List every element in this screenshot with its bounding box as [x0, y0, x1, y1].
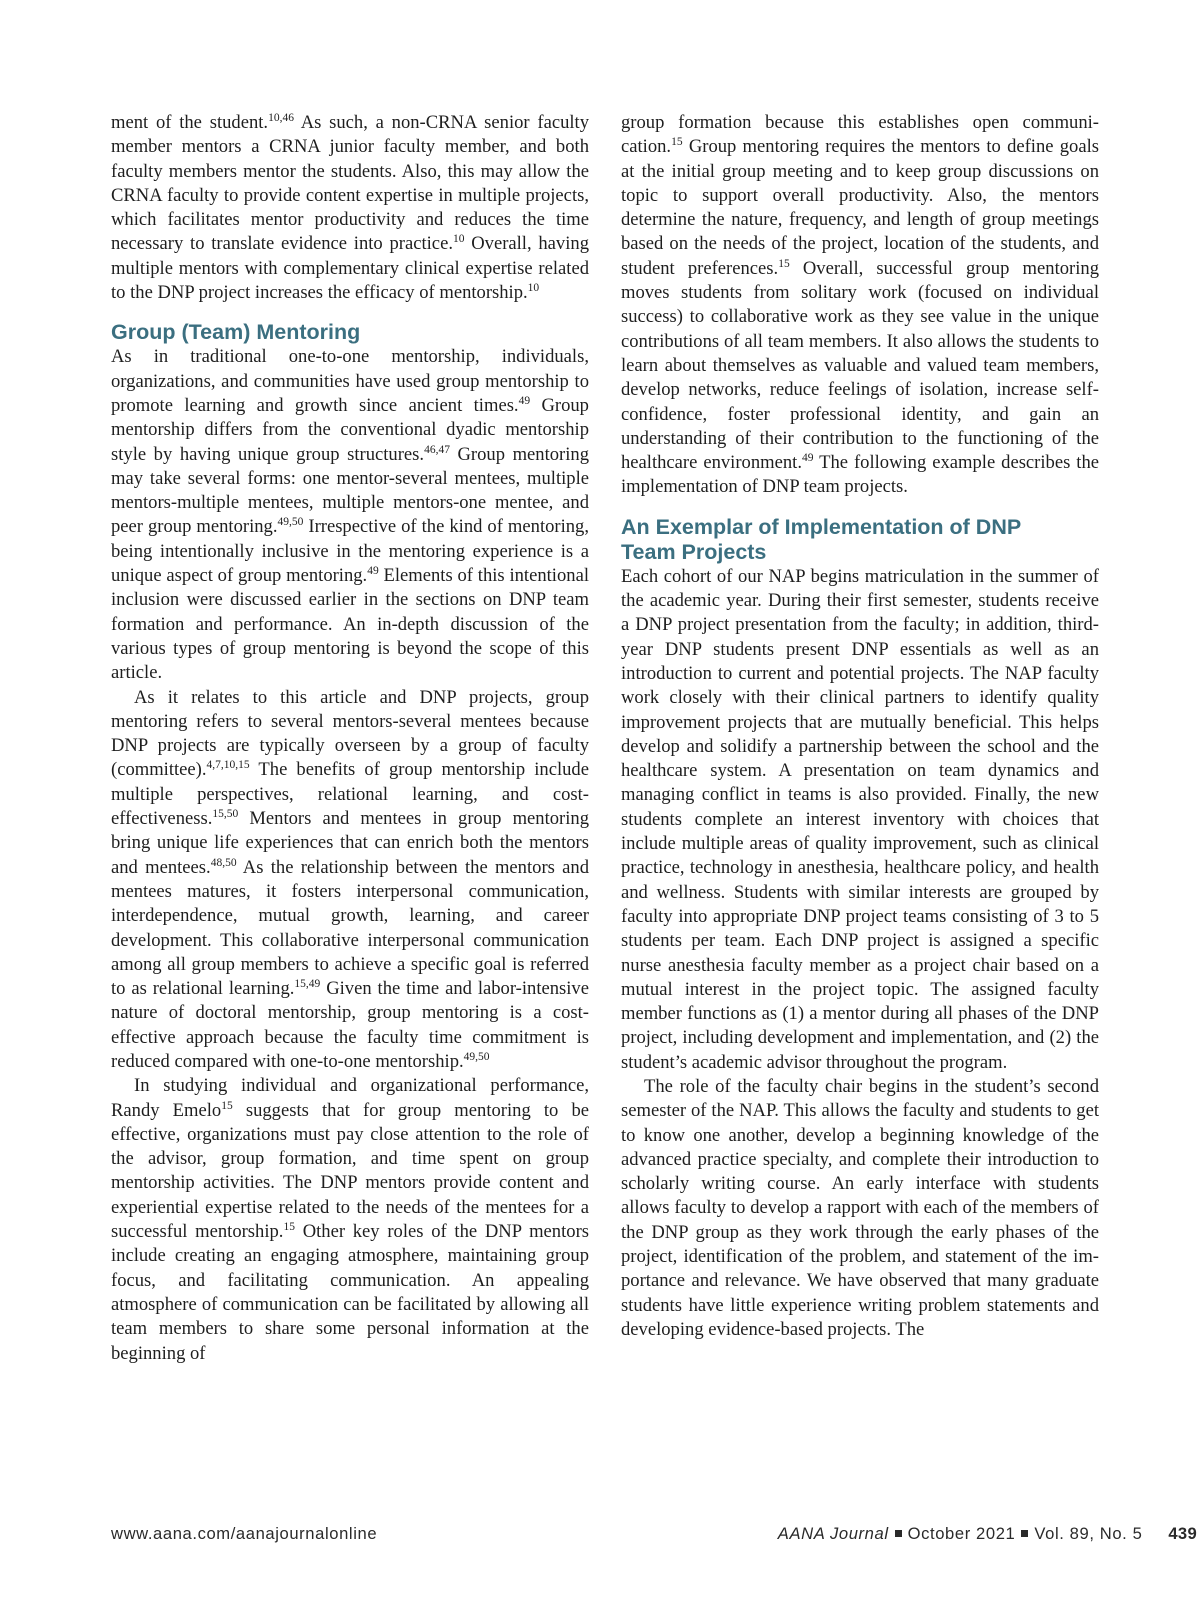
journal-citation	[778, 1524, 1197, 1544]
volume-issue: Vol. 89, No. 5	[1034, 1524, 1143, 1543]
body-paragraph: ment of the student.$^{10,46}$ As such, a non-CRNA senior faculty member mentors a CRNA junior faculty member, and both faculty members mentor the students. Also, this may allow the CRNA faculty to provide content expertise in multiple projects, which facilitates mentor productivity and reduces the time necessary to translate evidence into practice.$^{10}$ Overall, having multiple mentors with complementary clinical expertise related to the DNP project increases the efficacy of mentorship.$^{10}$	[111, 112, 589, 304]
citation: 10	[452, 233, 465, 246]
body-paragraph: In studying individual and organizational performance, Randy Emelo$^{15}$ suggests that for group mentoring to be effective, organizations must pay close attention to the role of the advisor, group formation, and time spent on group mentorship activities. The DNP mentors provide content and experiential expertise related to the needs of the mentees for a successful mentorship.$^{15}$ Other key roles of the DNP mentors include creating an engaging atmosphere, maintaining group focus, and facilitating communication. An appealing atmosphere of communication can be facilitated by allowing all team members to share some personal information at the beginning of	[111, 1075, 590, 1364]
citation: 48,50	[210, 856, 237, 869]
citation: 15	[283, 1221, 295, 1234]
citation: 4,7,10,15	[206, 759, 250, 772]
body-paragraph: The role of the faculty chair begins in the student’s second semester of the NAP. This allows the faculty and students to get to know one another, develop a beginning knowledge of the advanced practice specialty, and complete their introduction to scholarly writing course. An early interface with students allows faculty to develop a rapport with each of the members of the DNP group as they work through the early phases of the project, identification of the problem, and statement of the importance and relevance. We have observed that many graduate students have little experience writing problem statements and developing evidence-based projects. The	[621, 1075, 1099, 1340]
citation: 15,49	[294, 978, 321, 991]
right-column	[621, 111, 1099, 1342]
journal-url-link[interactable]: www.aana.com/aanajournalonline	[111, 1524, 378, 1543]
citation: 15	[671, 136, 683, 149]
citation: 49,50	[277, 516, 304, 529]
citation: 49	[367, 565, 379, 578]
page-number: 439	[1168, 1524, 1197, 1543]
citation: 10,46	[268, 112, 294, 124]
citation: 10	[527, 282, 540, 295]
body-paragraph: Each cohort of our NAP begins matriculation in the summer of the academic year. During their first semester, students receive a DNP project presentation from the faculty; in addition, third-year DNP students present DNP essentials as well as an introduction to current and potential projects. The NAP faculty work closely with their clinical partners to identify quality improvement projects that are mutually beneficial. This helps develop and solidify a partnership between the school and the healthcare system. A presentation on team dynamics and managing conflict in teams is also provided. Finally, the new students complete an interest inventory with choices that include multiple areas of quality improvement, such as clinical practice, technology in anesthesia, healthcare policy, and health and wellness. Students with similar interests are grouped by faculty into appropriate DNP project teams consisting of 3 to 5 students per team. Each DNP project is assigned a specific nurse anesthesia faculty member as a project chair based on a mutual interest in the project topic. The assigned faculty member functions as (1) a mentor during all phases of the DNP project, including development and implementation, and (2) the student’s academic advisor throughout the program.	[621, 565, 1099, 1073]
citation: 49,50	[463, 1050, 490, 1063]
body-paragraph: As in traditional one-to-one mentorship, individuals, organizations, and communities have used group mentorship to promote learning and growth since ancient times.$^{49}$ Group mentorship differs from the conventional dyadic mentorship style by having unique group structures.$^{46,47}$ Group mentoring may take several forms: one mentor-several mentees, multiple mentors-multiple mentees, multiple mentors-one mentee, and peer group mentoring.$^{49,50}$ Irrespective of the kind of mentoring, being intentionally inclusive in the mentoring experience is a unique aspect of group mentoring.$^{49}$ Elements of this intentional inclusion were discussed earlier in the sections on DNP team formation and performance. An in-depth discussion of the various types of group mentoring is beyond the scope of this article.	[111, 346, 590, 684]
citation: 49	[518, 394, 531, 407]
square-bullet-icon	[895, 1530, 902, 1537]
left-column	[111, 111, 589, 1366]
citation: 49	[801, 452, 814, 465]
citation: 15	[778, 257, 790, 270]
body-paragraph: group formation because this establishes open communication.$^{15}$ Group mentoring requires the mentors to define goals at the initial group meeting and to keep group discussions on topic to support overall productivity. Also, the mentors determine the nature, frequency, and length of group meetings based on the needs of the project, location of the students, and student preferences.$^{15}$ Overall, successful group mentoring moves students from solitary work (focused on individual success) to collaborative work as they see value in the unique contributions of all team members. It also allows the students to learn about themselves as valuable and valued team members, develop networks, reduce feelings of isolation, increase self-confidence, foster professional identity, and gain an understanding of their contribution to the functioning of the healthcare environment.$^{49}$ The following example describes the implementation of DNP team projects.	[621, 112, 1100, 498]
citation: 46,47	[424, 443, 450, 456]
square-bullet-icon	[1021, 1530, 1028, 1537]
section-heading-group-mentoring: Group (Team) Mentoring	[111, 320, 361, 345]
section-heading-exemplar: An Exemplar of Implementation of DNP Team Projects	[621, 514, 1022, 564]
issue-date: October 2021	[907, 1524, 1016, 1543]
citation: 15,50	[212, 808, 239, 821]
body-paragraph: As it relates to this article and DNP projects, group mentoring refers to several mentors-several mentees because DNP projects are typically overseen by a group of faculty (committee).$^{4,7,10,15}$ The benefits of group mentorship include multiple perspectives, relational learning, and cost-effectiveness.$^{15,50}$ Mentors and mentees in group mentoring bring unique life experiences that can enrich both the mentors and mentees.$^{48,50}$ As the relationship between the mentors and mentees matures, it fosters interpersonal communication, interdependence, mutual growth, learning, and career development. This collaborative interpersonal communication among all group members to achieve a specific goal is referred to as relational learning.$^{15,49}$ Given the time and labor-intensive nature of doctoral mentorship, group mentoring is a cost-effective approach because the faculty time commitment is reduced compared with one-to-one mentorship.$^{49,50}$	[111, 686, 589, 1072]
journal-name: AANA Journal	[777, 1524, 889, 1543]
page-footer	[111, 1524, 1197, 1548]
citation: 15	[221, 1099, 233, 1112]
